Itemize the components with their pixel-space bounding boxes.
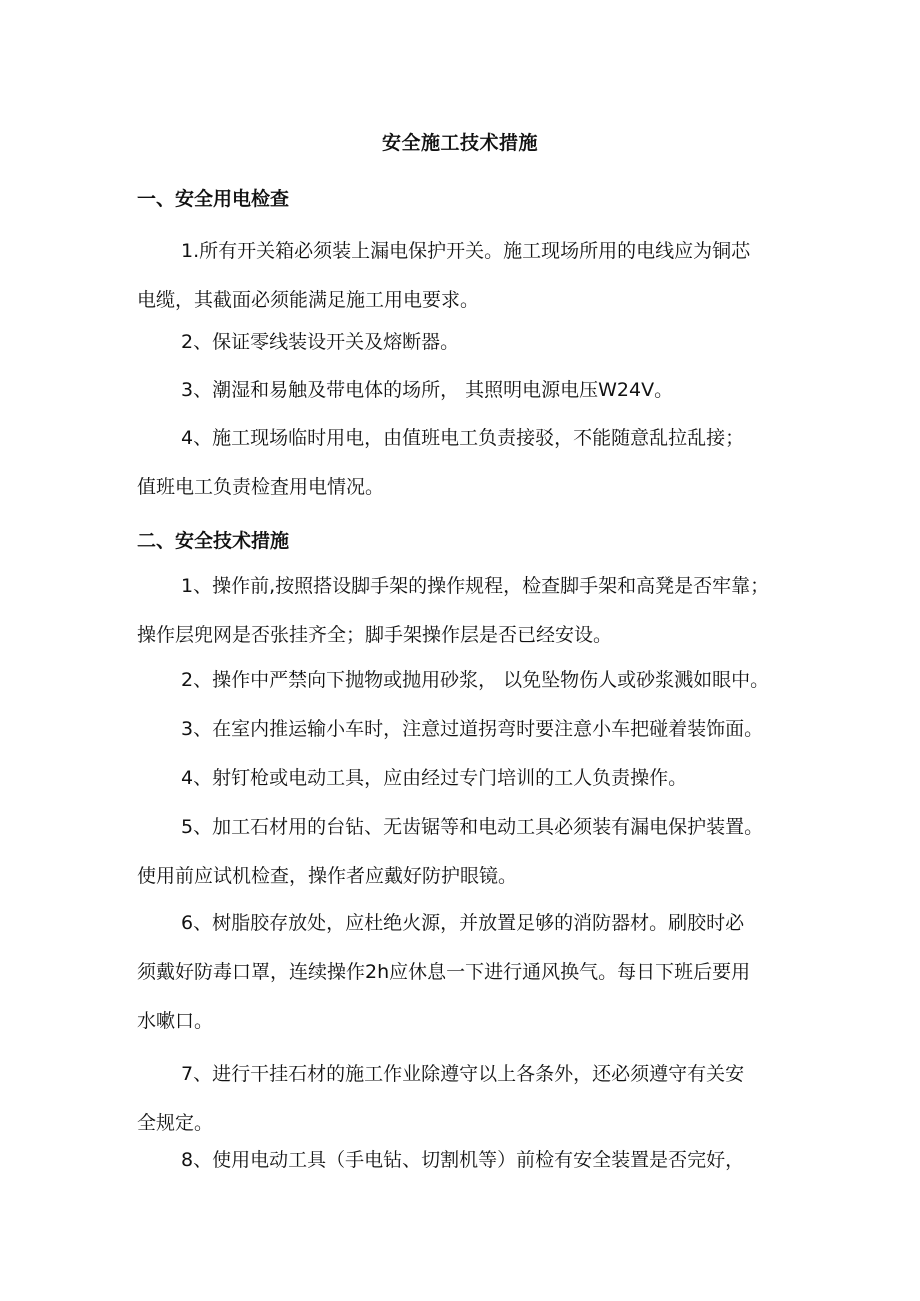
text-line: 操作层兜网是否张挂齐全；脚手架操作层是否已经安设。	[137, 624, 613, 646]
text-line: 3、在室内推运输小车时，注意过道拐弯时要注意小车把碰着装饰面。	[181, 718, 764, 740]
paragraph-2-5	[137, 803, 797, 901]
document-title: 安全施工技术措施	[381, 132, 538, 154]
text-line: 3、潮湿和易触及带电体的场所， 其照明电源电压W24V。	[181, 379, 674, 401]
text-line: 2、操作中严禁向下抛物或抛用砂浆， 以免坠物伤人或砂浆溅如眼中。	[181, 669, 770, 691]
text-line: 5、加工石材用的台钻、无齿锯等和电动工具必须装有漏电保护装置。	[181, 816, 764, 838]
text-line: 1.所有开关箱必须装上漏电保护开关。施工现场所用的电线应为铜芯	[181, 240, 751, 262]
paragraph-2-6	[137, 899, 797, 1046]
text-line: 电缆，其截面必须能满足施工用电要求。	[137, 289, 480, 311]
paragraph-2-7	[137, 1050, 797, 1148]
text-line: 7、进行干挂石材的施工作业除遵守以上各条外，还必须遵守有关安	[181, 1063, 745, 1085]
text-line: 1、操作前,按照搭设脚手架的操作规程，检查脚手架和高凳是否牢靠；	[181, 575, 770, 597]
paragraph-1-4	[137, 414, 797, 512]
text-line: 2、保证零线装设开关及熔断器。	[181, 331, 460, 353]
text-line: 8、使用电动工具（手电钻、切割机等）前检有安全装置是否完好，	[181, 1149, 745, 1171]
paragraph-1-3	[137, 366, 797, 415]
text-line: 值班电工负责检査用电情况。	[137, 476, 385, 498]
text-line: 4、施工现场临时用电，由值班电工负责接驳，不能随意乱拉乱接；	[181, 427, 745, 449]
text-line: 4、射钉枪或电动工具，应由经过专门培训的工人负责操作。	[181, 767, 688, 789]
paragraph-2-2	[137, 656, 797, 705]
text-line: 6、树脂胶存放处，应杜绝火源，并放置足够的消防器材。刷胶时必	[181, 912, 745, 934]
paragraph-2-4	[137, 754, 797, 803]
paragraph-2-3	[137, 705, 797, 754]
paragraph-1-1	[137, 227, 797, 325]
text-line: 水嗽口。	[137, 1010, 214, 1032]
text-line: 使用前应试机检查，操作者应戴好防护眼镜。	[137, 865, 518, 887]
paragraph-2-8	[137, 1136, 797, 1185]
section-heading-1: 一、安全用电检查	[137, 188, 290, 210]
paragraph-2-1	[137, 562, 797, 660]
text-line: 须戴好防毒口罩，连续操作2h应休息一下进行通风换气。每日下班后要用	[137, 961, 751, 983]
paragraph-1-2	[137, 318, 797, 367]
text-line: 全规定。	[137, 1112, 214, 1134]
section-heading-2: 二、安全技术措施	[137, 530, 290, 552]
